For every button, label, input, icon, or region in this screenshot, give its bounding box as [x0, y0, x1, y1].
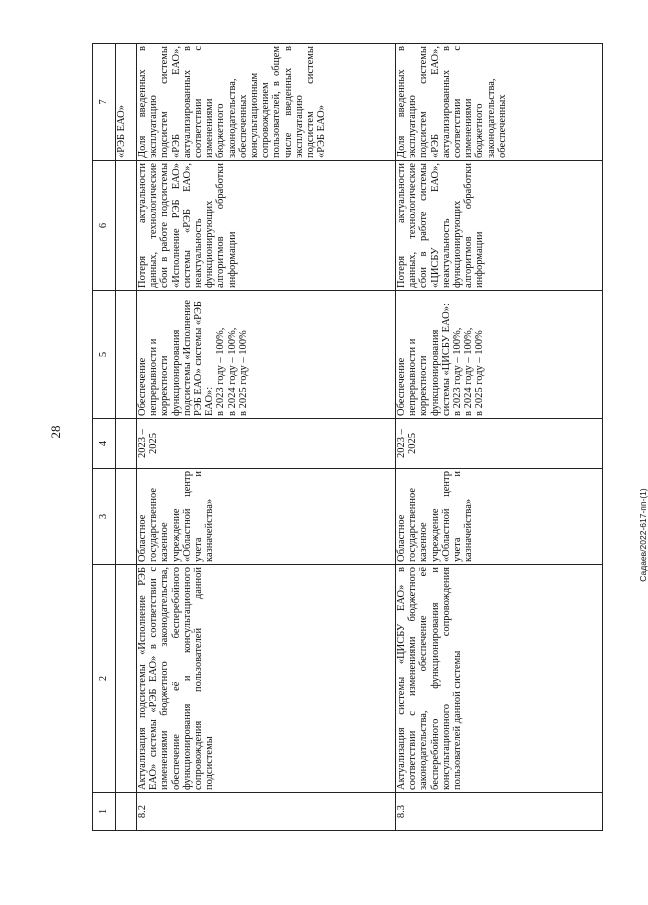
carry-cell — [116, 419, 137, 469]
table-row — [396, 44, 603, 831]
header-cell: 5 — [93, 291, 116, 419]
result-cell: Обеспечение непрерывности и корректности функционирования подсистемы «Исполнение РЭБ ЕАО» системы «РЭБ ЕАО»: в 2023 году – 100%, в 2024 году – 100%, в 2025 году – 100% — [137, 291, 396, 419]
carry-over-row — [116, 44, 137, 831]
indicator-cell: Доля введенных в эксплуатацию подсистем системы «РЭБ ЕАО», актуализированных в соответствии с изменениями бюджетного законодательства, обеспеченных консультационным сопровождением пользователей, в общем числе введенных в эксплуатацию подсистем системы «РЭБ ЕАО» — [137, 44, 396, 161]
carry-cell — [116, 161, 137, 291]
indicator-cell: Доля введенных в эксплуатацию подсистем системы «РЭБ ЕАО», актуализированных в соответствии с изменениями бюджетного законодательства, обеспеченных — [396, 44, 603, 161]
row-number: 8.3 — [396, 793, 603, 831]
carry-cell — [116, 469, 137, 565]
header-cell: 6 — [93, 161, 116, 291]
rotated-table-area — [92, 44, 610, 831]
header-cell: 7 — [93, 44, 116, 161]
row-number: 8.2 — [137, 793, 396, 831]
carry-cell — [116, 565, 137, 793]
action-cell: Актуализация подсистемы «Исполнение РЭБ ЕАО» системы «РЭБ ЕАО» в соответствии с изменениями бюджетного законодательства, обеспечение её бесперебойного функционирования и консультационного сопровождения пользователей данной подсистемы — [137, 565, 396, 793]
table-row — [137, 44, 396, 831]
header-cell: 4 — [93, 419, 116, 469]
action-cell: Актуализация системы «ЦИСБУ ЕАО» в соответствии с изменениями бюджетного законодательства, обеспечение её бесперебойного функционирования и консультационного сопровождения пользователей данной системы — [396, 565, 603, 793]
carry-cell — [116, 793, 137, 831]
executor-cell: Областное государственное казенное учреждение «Областной центр учета и казначейства» — [137, 469, 396, 565]
result-cell: Обеспечение непрерывности и корректности функционирования системы «ЦИСБУ ЕАО»: в 2023 году – 100%, в 2024 году – 100%, в 2025 году – 100% — [396, 291, 603, 419]
period-cell: 2023 – 2025 — [137, 419, 396, 469]
measures-table — [92, 43, 603, 831]
consequence-cell: Потеря актуальности данных, технологические сбои в работе системы «ЦИСБУ ЕАО», неактуальность функционирующих алгоритмов обработки информации — [396, 161, 603, 291]
header-cell: 2 — [93, 565, 116, 793]
period-cell: 2023 – 2025 — [396, 419, 603, 469]
executor-cell: Областное государственное казенное учреждение «Областной центр учета и казначейства» — [396, 469, 603, 565]
rotated-table-container — [92, 44, 610, 831]
document-footer-id: Садаев/2022-617-пп-(1) — [638, 488, 648, 582]
carry-cell — [116, 291, 137, 419]
consequence-cell: Потеря актуальности данных, технологические сбои в работе подсистемы «Исполнение РЭБ ЕАО» системы «РЭБ ЕАО», неактуальность функционирующих алгоритмов обработки информации — [137, 161, 396, 291]
header-cell: 3 — [93, 469, 116, 565]
carry-over-text: «РЭБ ЕАО» — [116, 44, 137, 161]
header-cell: 1 — [93, 793, 116, 831]
table-header-row — [93, 44, 116, 831]
page-number: 28 — [48, 425, 63, 439]
